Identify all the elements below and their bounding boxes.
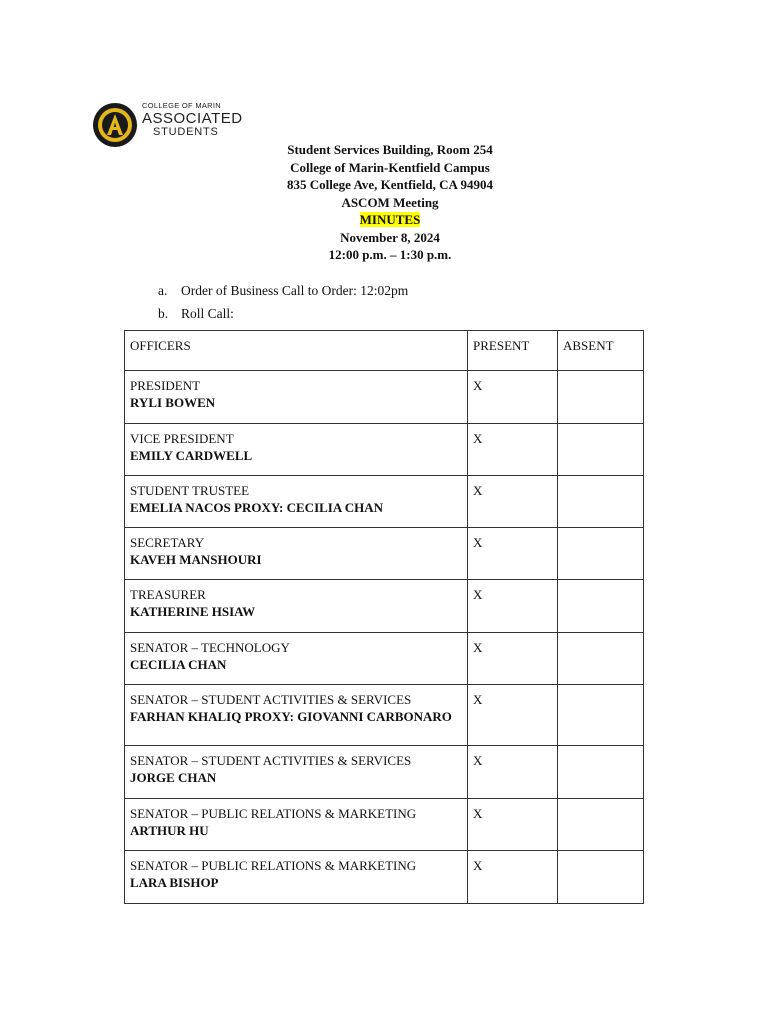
absent-mark	[558, 799, 644, 851]
absent-mark	[558, 685, 644, 746]
officer-title: SENATOR – PUBLIC RELATIONS & MARKETING	[130, 858, 417, 873]
absent-mark	[558, 476, 644, 528]
present-mark: X	[468, 685, 558, 746]
agenda-marker: b.	[158, 306, 169, 321]
officer-title: SENATOR – PUBLIC RELATIONS & MARKETING	[130, 806, 417, 821]
present-mark: X	[468, 371, 558, 424]
officer-title: SECRETARY	[130, 535, 205, 550]
table-row	[125, 746, 644, 799]
officer-name: JORGE CHAN	[130, 769, 217, 785]
agenda-marker: a.	[158, 283, 168, 298]
officer-name: EMELIA NACOS PROXY: CECILIA CHAN	[130, 499, 384, 515]
present-mark: X	[468, 799, 558, 851]
header-absent: ABSENT	[558, 331, 644, 371]
minutes-title: MINUTES	[359, 212, 421, 227]
officer-name: LARA BISHOP	[130, 874, 219, 890]
present-mark: X	[468, 476, 558, 528]
present-mark: X	[468, 528, 558, 580]
roll-call-table	[124, 330, 644, 904]
absent-mark	[558, 528, 644, 580]
absent-mark	[558, 580, 644, 633]
table-row	[125, 424, 644, 476]
officer-title: PRESIDENT	[130, 378, 201, 393]
meeting-line: ASCOM Meeting	[341, 194, 439, 210]
absent-mark	[558, 424, 644, 476]
logo-college-text: COLLEGE OF MARIN	[142, 101, 221, 110]
officer-name: RYLI BOWEN	[130, 394, 216, 410]
present-mark: X	[468, 580, 558, 633]
header-present: PRESENT	[468, 331, 558, 371]
table-row	[125, 685, 644, 746]
officer-title: VICE PRESIDENT	[130, 431, 234, 446]
agenda-item	[158, 283, 408, 299]
table-row	[125, 371, 644, 424]
officer-name: KAVEH MANSHOURI	[130, 551, 262, 567]
logo-wordmark	[142, 101, 243, 138]
officer-title: TREASURER	[130, 587, 206, 602]
table-row	[125, 633, 644, 685]
officer-title: SENATOR – STUDENT ACTIVITIES & SERVICES	[130, 753, 412, 768]
logo-students-text: STUDENTS	[153, 126, 219, 138]
logo-associated-text: ASSOCIATED	[142, 110, 243, 127]
present-mark: X	[468, 633, 558, 685]
date-line: November 8, 2024	[340, 229, 440, 245]
officer-name: EMILY CARDWELL	[130, 447, 253, 463]
agenda-text: Order of Business Call to Order: 12:02pm	[181, 283, 409, 298]
present-mark: X	[468, 851, 558, 904]
location-line: Student Services Building, Room 254	[287, 142, 493, 157]
agenda-text: Roll Call:	[181, 306, 234, 321]
agenda-item	[158, 306, 234, 322]
time-line: 12:00 p.m. – 1:30 p.m.	[328, 247, 452, 262]
present-mark: X	[468, 746, 558, 799]
table-row	[125, 580, 644, 633]
officer-name: KATHERINE HSIAW	[130, 603, 256, 619]
header-officers: OFFICERS	[125, 331, 468, 371]
absent-mark	[558, 851, 644, 904]
table-row	[125, 528, 644, 580]
table-header-row	[125, 331, 644, 371]
meeting-header	[200, 141, 580, 264]
officer-title: STUDENT TRUSTEE	[130, 483, 250, 498]
officer-name: ARTHUR HU	[130, 822, 209, 838]
table-row	[125, 851, 644, 904]
officer-title: SENATOR – STUDENT ACTIVITIES & SERVICES	[130, 692, 412, 707]
officer-name: FARHAN KHALIQ PROXY: GIOVANNI CARBONARO	[130, 708, 452, 724]
logo-emblem-icon	[92, 102, 138, 148]
officer-name: CECILIA CHAN	[130, 656, 227, 672]
absent-mark	[558, 746, 644, 799]
officer-title: SENATOR – TECHNOLOGY	[130, 640, 290, 655]
table-row	[125, 476, 644, 528]
absent-mark	[558, 633, 644, 685]
absent-mark	[558, 371, 644, 424]
campus-line: College of Marin-Kentfield Campus	[290, 159, 490, 175]
address-line: 835 College Ave, Kentfield, CA 94904	[287, 177, 493, 192]
table-row	[125, 799, 644, 851]
present-mark: X	[468, 424, 558, 476]
